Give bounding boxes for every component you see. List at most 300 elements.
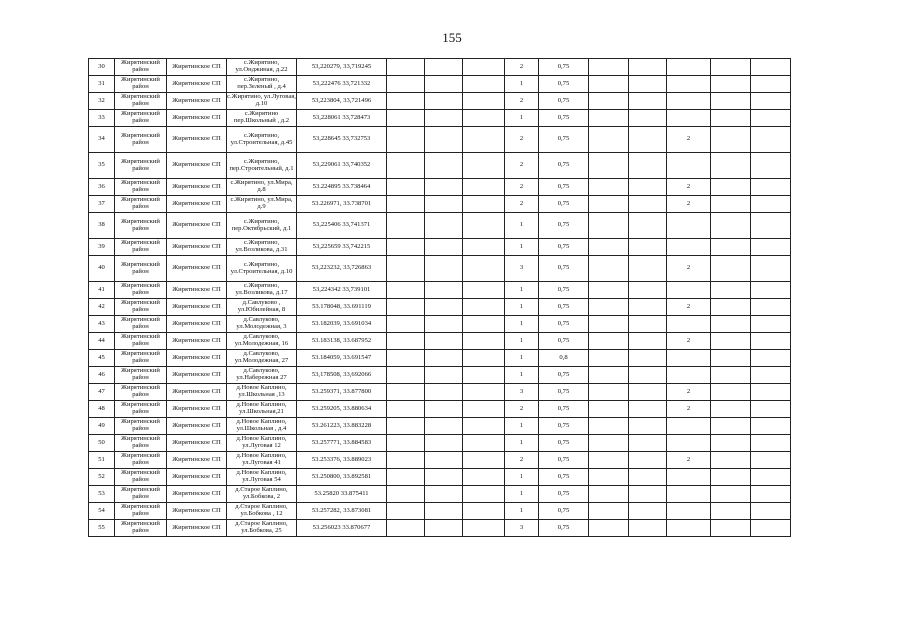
settlement-cell: Жирятинское СП (167, 76, 227, 93)
empty-cell (711, 333, 751, 350)
coordinates-cell: 53.257282, 33.873081 (297, 503, 387, 520)
coordinates-cell: 53.183138, 33.687952 (297, 333, 387, 350)
container-count-cell: 1 (505, 435, 539, 452)
extra-count-cell (667, 520, 711, 537)
empty-cell (463, 213, 505, 239)
extra-count-cell: 2 (667, 299, 711, 316)
extra-count-cell: 2 (667, 401, 711, 418)
settlement-cell: Жирятинское СП (167, 282, 227, 299)
empty-cell (425, 127, 463, 153)
table-row (89, 469, 791, 486)
container-count-cell: 1 (505, 350, 539, 367)
empty-cell (751, 350, 791, 367)
row-number-cell: 32 (89, 93, 115, 110)
table-row (89, 333, 791, 350)
empty-cell (387, 452, 425, 469)
empty-cell (711, 127, 751, 153)
empty-cell (629, 452, 667, 469)
empty-cell (751, 520, 791, 537)
district-cell: Жирятинский район (115, 76, 167, 93)
empty-cell (629, 435, 667, 452)
empty-cell (425, 256, 463, 282)
table-row (89, 282, 791, 299)
table-row (89, 153, 791, 179)
empty-cell (629, 239, 667, 256)
container-volume-cell: 0,75 (539, 435, 589, 452)
extra-count-cell: 2 (667, 333, 711, 350)
coordinates-cell: 53.256023 33.870677 (297, 520, 387, 537)
district-cell: Жирятинский район (115, 110, 167, 127)
extra-count-cell: 2 (667, 452, 711, 469)
coordinates-cell: 53,223232, 33,726863 (297, 256, 387, 282)
district-cell: Жирятинский район (115, 282, 167, 299)
district-cell: Жирятинский район (115, 384, 167, 401)
settlement-cell: Жирятинское СП (167, 316, 227, 333)
table-row (89, 239, 791, 256)
extra-count-cell (667, 282, 711, 299)
address-cell: д.Новое Каплино, ул.Луговая 41 (227, 452, 297, 469)
address-cell: д.Новое Каплино, ул.Луговая 12 (227, 435, 297, 452)
empty-cell (387, 299, 425, 316)
row-number-cell: 31 (89, 76, 115, 93)
container-count-cell: 1 (505, 76, 539, 93)
empty-cell (629, 384, 667, 401)
empty-cell (589, 93, 629, 110)
row-number-cell: 40 (89, 256, 115, 282)
row-number-cell: 37 (89, 196, 115, 213)
container-volume-cell: 0,75 (539, 469, 589, 486)
empty-cell (425, 452, 463, 469)
container-volume-cell: 0,75 (539, 256, 589, 282)
coordinates-cell: 53,229061 33,740352 (297, 153, 387, 179)
container-count-cell: 2 (505, 93, 539, 110)
empty-cell (463, 316, 505, 333)
container-count-cell: 1 (505, 110, 539, 127)
empty-cell (629, 350, 667, 367)
empty-cell (751, 299, 791, 316)
coordinates-cell: 53,222476 33,721332 (297, 76, 387, 93)
settlement-cell: Жирятинское СП (167, 367, 227, 384)
address-cell: с.Жирятино, ул.Мира, д.9 (227, 196, 297, 213)
empty-cell (711, 153, 751, 179)
table-row (89, 418, 791, 435)
empty-cell (387, 110, 425, 127)
settlement-cell: Жирятинское СП (167, 486, 227, 503)
coordinates-cell: 53,220279, 33,719245 (297, 59, 387, 76)
empty-cell (589, 76, 629, 93)
empty-cell (463, 76, 505, 93)
empty-cell (463, 179, 505, 196)
table-row (89, 435, 791, 452)
empty-cell (463, 93, 505, 110)
coordinates-cell: 53,225659 33,742215 (297, 239, 387, 256)
empty-cell (387, 213, 425, 239)
settlement-cell: Жирятинское СП (167, 179, 227, 196)
empty-cell (629, 153, 667, 179)
district-cell: Жирятинский район (115, 196, 167, 213)
empty-cell (387, 401, 425, 418)
container-count-cell: 1 (505, 486, 539, 503)
district-cell: Жирятинский район (115, 59, 167, 76)
empty-cell (463, 503, 505, 520)
empty-cell (751, 384, 791, 401)
empty-cell (387, 179, 425, 196)
table-row (89, 256, 791, 282)
empty-cell (463, 367, 505, 384)
empty-cell (387, 418, 425, 435)
empty-cell (463, 486, 505, 503)
row-number-cell: 45 (89, 350, 115, 367)
address-cell: с.Жирятино, ул.Строительная, д.45 (227, 127, 297, 153)
empty-cell (463, 256, 505, 282)
empty-cell (463, 127, 505, 153)
address-cell: с.Жирятино, ул.Онджиная, д.22 (227, 59, 297, 76)
container-volume-cell: 0,75 (539, 93, 589, 110)
district-cell: Жирятинский район (115, 435, 167, 452)
row-number-cell: 35 (89, 153, 115, 179)
settlement-cell: Жирятинское СП (167, 93, 227, 110)
address-cell: с.Жирятино пер.Школьный , д.2 (227, 110, 297, 127)
empty-cell (463, 384, 505, 401)
container-count-cell: 3 (505, 520, 539, 537)
coordinates-cell: 53,224342 33,739101 (297, 282, 387, 299)
district-cell: Жирятинский район (115, 299, 167, 316)
district-cell: Жирятинский район (115, 179, 167, 196)
container-volume-cell: 0,75 (539, 299, 589, 316)
coordinates-cell: 53,228061 33,728473 (297, 110, 387, 127)
empty-cell (629, 127, 667, 153)
empty-cell (387, 486, 425, 503)
coordinates-cell: 53.259371, 33.877800 (297, 384, 387, 401)
address-cell: с.Жирятино, ул.Возликова, д.17 (227, 282, 297, 299)
extra-count-cell (667, 418, 711, 435)
empty-cell (751, 418, 791, 435)
address-cell: с.Жирятино, ул.Возликова, д.31 (227, 239, 297, 256)
row-number-cell: 44 (89, 333, 115, 350)
district-cell: Жирятинский район (115, 520, 167, 537)
district-cell: Жирятинский район (115, 239, 167, 256)
table-row (89, 299, 791, 316)
settlement-cell: Жирятинское СП (167, 256, 227, 282)
empty-cell (425, 367, 463, 384)
empty-cell (711, 469, 751, 486)
address-cell: д.Новое Каплино, ул.Школьная,21 (227, 401, 297, 418)
container-volume-cell: 0,75 (539, 520, 589, 537)
coordinates-cell: 53.182039, 33.691034 (297, 316, 387, 333)
empty-cell (711, 59, 751, 76)
district-cell: Жирятинский район (115, 350, 167, 367)
row-number-cell: 34 (89, 127, 115, 153)
empty-cell (751, 127, 791, 153)
extra-count-cell: 2 (667, 256, 711, 282)
empty-cell (589, 256, 629, 282)
address-cell: д.Савлуково, ул.Набережная 27 (227, 367, 297, 384)
empty-cell (589, 316, 629, 333)
address-cell: с.Жирятино, ул.Мира, д.8 (227, 179, 297, 196)
row-number-cell: 33 (89, 110, 115, 127)
table-row (89, 452, 791, 469)
empty-cell (589, 418, 629, 435)
district-cell: Жирятинский район (115, 333, 167, 350)
empty-cell (751, 179, 791, 196)
empty-cell (589, 282, 629, 299)
empty-cell (387, 469, 425, 486)
coordinates-cell: 53.226971, 33.738701 (297, 196, 387, 213)
empty-cell (425, 469, 463, 486)
container-count-cell: 3 (505, 384, 539, 401)
empty-cell (629, 503, 667, 520)
empty-cell (589, 196, 629, 213)
empty-cell (751, 256, 791, 282)
row-number-cell: 47 (89, 384, 115, 401)
container-volume-cell: 0,8 (539, 350, 589, 367)
empty-cell (589, 110, 629, 127)
table-row (89, 401, 791, 418)
empty-cell (629, 213, 667, 239)
empty-cell (711, 196, 751, 213)
empty-cell (629, 418, 667, 435)
settlement-cell: Жирятинское СП (167, 110, 227, 127)
container-count-cell: 1 (505, 367, 539, 384)
extra-count-cell: 2 (667, 384, 711, 401)
empty-cell (629, 299, 667, 316)
empty-cell (589, 350, 629, 367)
container-count-cell: 2 (505, 153, 539, 179)
address-cell: с.Жирятино, ул.Луговая, д.10 (227, 93, 297, 110)
container-count-cell: 3 (505, 256, 539, 282)
empty-cell (425, 76, 463, 93)
empty-cell (387, 435, 425, 452)
empty-cell (589, 127, 629, 153)
empty-cell (751, 282, 791, 299)
empty-cell (589, 333, 629, 350)
empty-cell (751, 401, 791, 418)
address-cell: с.Жирятино, пер.Строительный, д.1 (227, 153, 297, 179)
row-number-cell: 39 (89, 239, 115, 256)
empty-cell (711, 299, 751, 316)
empty-cell (589, 299, 629, 316)
empty-cell (425, 503, 463, 520)
empty-cell (387, 59, 425, 76)
settlement-cell: Жирятинское СП (167, 239, 227, 256)
district-cell: Жирятинский район (115, 153, 167, 179)
empty-cell (463, 469, 505, 486)
empty-cell (711, 76, 751, 93)
empty-cell (387, 282, 425, 299)
empty-cell (387, 153, 425, 179)
empty-cell (589, 503, 629, 520)
empty-cell (711, 384, 751, 401)
container-count-cell: 2 (505, 452, 539, 469)
coordinates-cell: 53.250800, 33.892581 (297, 469, 387, 486)
settlement-cell: Жирятинское СП (167, 350, 227, 367)
coordinates-cell: 53.261223, 33.883228 (297, 418, 387, 435)
empty-cell (463, 196, 505, 213)
empty-cell (463, 435, 505, 452)
row-number-cell: 43 (89, 316, 115, 333)
container-volume-cell: 0,75 (539, 153, 589, 179)
empty-cell (629, 282, 667, 299)
empty-cell (589, 213, 629, 239)
row-number-cell: 54 (89, 503, 115, 520)
address-cell: с.Жирятино, пер.Зеленый , д.4 (227, 76, 297, 93)
district-cell: Жирятинский район (115, 401, 167, 418)
empty-cell (425, 282, 463, 299)
table-row (89, 367, 791, 384)
empty-cell (425, 299, 463, 316)
empty-cell (463, 110, 505, 127)
empty-cell (463, 401, 505, 418)
empty-cell (425, 110, 463, 127)
empty-cell (629, 401, 667, 418)
extra-count-cell (667, 76, 711, 93)
settlement-cell: Жирятинское СП (167, 401, 227, 418)
extra-count-cell (667, 59, 711, 76)
empty-cell (387, 520, 425, 537)
empty-cell (629, 367, 667, 384)
district-cell: Жирятинский район (115, 469, 167, 486)
empty-cell (589, 452, 629, 469)
empty-cell (387, 76, 425, 93)
coordinates-cell: 53,178508, 33,692066 (297, 367, 387, 384)
extra-count-cell (667, 503, 711, 520)
settlement-cell: Жирятинское СП (167, 435, 227, 452)
container-volume-cell: 0,75 (539, 486, 589, 503)
empty-cell (629, 520, 667, 537)
empty-cell (711, 486, 751, 503)
address-cell: с.Жирятино, ул.Строительная, д.10 (227, 256, 297, 282)
address-cell: д.Новое Каплино, ул.Школьная , д.4 (227, 418, 297, 435)
container-count-cell: 1 (505, 333, 539, 350)
empty-cell (387, 367, 425, 384)
extra-count-cell (667, 469, 711, 486)
settlement-cell: Жирятинское СП (167, 213, 227, 239)
table-row (89, 486, 791, 503)
empty-cell (751, 196, 791, 213)
extra-count-cell (667, 239, 711, 256)
empty-cell (425, 196, 463, 213)
empty-cell (387, 256, 425, 282)
container-count-cell: 2 (505, 401, 539, 418)
settlement-cell: Жирятинское СП (167, 196, 227, 213)
empty-cell (751, 213, 791, 239)
empty-cell (629, 469, 667, 486)
empty-cell (425, 179, 463, 196)
empty-cell (463, 153, 505, 179)
container-volume-cell: 0,75 (539, 213, 589, 239)
extra-count-cell (667, 153, 711, 179)
empty-cell (711, 239, 751, 256)
empty-cell (463, 333, 505, 350)
register-table (88, 58, 791, 537)
empty-cell (463, 59, 505, 76)
extra-count-cell: 2 (667, 127, 711, 153)
container-count-cell: 1 (505, 418, 539, 435)
empty-cell (425, 153, 463, 179)
empty-cell (711, 503, 751, 520)
settlement-cell: Жирятинское СП (167, 520, 227, 537)
empty-cell (751, 153, 791, 179)
row-number-cell: 49 (89, 418, 115, 435)
empty-cell (463, 350, 505, 367)
empty-cell (387, 384, 425, 401)
empty-cell (711, 179, 751, 196)
empty-cell (387, 239, 425, 256)
row-number-cell: 42 (89, 299, 115, 316)
coordinates-cell: 53.25820 33.875411 (297, 486, 387, 503)
empty-cell (425, 93, 463, 110)
table-row (89, 59, 791, 76)
empty-cell (629, 59, 667, 76)
empty-cell (711, 435, 751, 452)
empty-cell (589, 239, 629, 256)
empty-cell (711, 367, 751, 384)
empty-cell (425, 316, 463, 333)
empty-cell (589, 153, 629, 179)
district-cell: Жирятинский район (115, 452, 167, 469)
container-count-cell: 1 (505, 299, 539, 316)
container-volume-cell: 0,75 (539, 196, 589, 213)
district-cell: Жирятинский район (115, 256, 167, 282)
empty-cell (425, 384, 463, 401)
container-volume-cell: 0,75 (539, 316, 589, 333)
empty-cell (387, 127, 425, 153)
container-count-cell: 2 (505, 59, 539, 76)
address-cell: д.Старое Каплино, ул.Бобкова, 2 (227, 486, 297, 503)
settlement-cell: Жирятинское СП (167, 452, 227, 469)
district-cell: Жирятинский район (115, 316, 167, 333)
settlement-cell: Жирятинское СП (167, 469, 227, 486)
table-row (89, 384, 791, 401)
empty-cell (711, 256, 751, 282)
table-row (89, 127, 791, 153)
empty-cell (425, 520, 463, 537)
empty-cell (751, 367, 791, 384)
empty-cell (463, 239, 505, 256)
empty-cell (425, 59, 463, 76)
address-cell: д.Савлуково, ул.Молодежная, 3 (227, 316, 297, 333)
address-cell: д.Новое Каплино, ул.Луговая 54 (227, 469, 297, 486)
container-volume-cell: 0,75 (539, 503, 589, 520)
container-volume-cell: 0,75 (539, 333, 589, 350)
district-cell: Жирятинский район (115, 127, 167, 153)
empty-cell (463, 520, 505, 537)
empty-cell (387, 316, 425, 333)
empty-cell (589, 384, 629, 401)
empty-cell (711, 418, 751, 435)
empty-cell (589, 179, 629, 196)
coordinates-cell: 53,225406 33,741371 (297, 213, 387, 239)
container-count-cell: 2 (505, 179, 539, 196)
extra-count-cell (667, 367, 711, 384)
extra-count-cell (667, 93, 711, 110)
table-row (89, 350, 791, 367)
extra-count-cell: 2 (667, 179, 711, 196)
address-cell: д.Старое Каплино, ул.Бобкова, 25 (227, 520, 297, 537)
empty-cell (463, 299, 505, 316)
empty-cell (751, 59, 791, 76)
address-cell: с.Жирятино, пер.Октябрьский, д.1 (227, 213, 297, 239)
settlement-cell: Жирятинское СП (167, 127, 227, 153)
coordinates-cell: 53,223804, 33,721496 (297, 93, 387, 110)
empty-cell (387, 93, 425, 110)
table-row (89, 213, 791, 239)
coordinates-cell: 53.178048, 33.691119 (297, 299, 387, 316)
coordinates-cell: 53.257771, 33.884583 (297, 435, 387, 452)
empty-cell (463, 282, 505, 299)
table-row (89, 520, 791, 537)
coordinates-cell: 53.259205, 33.880634 (297, 401, 387, 418)
